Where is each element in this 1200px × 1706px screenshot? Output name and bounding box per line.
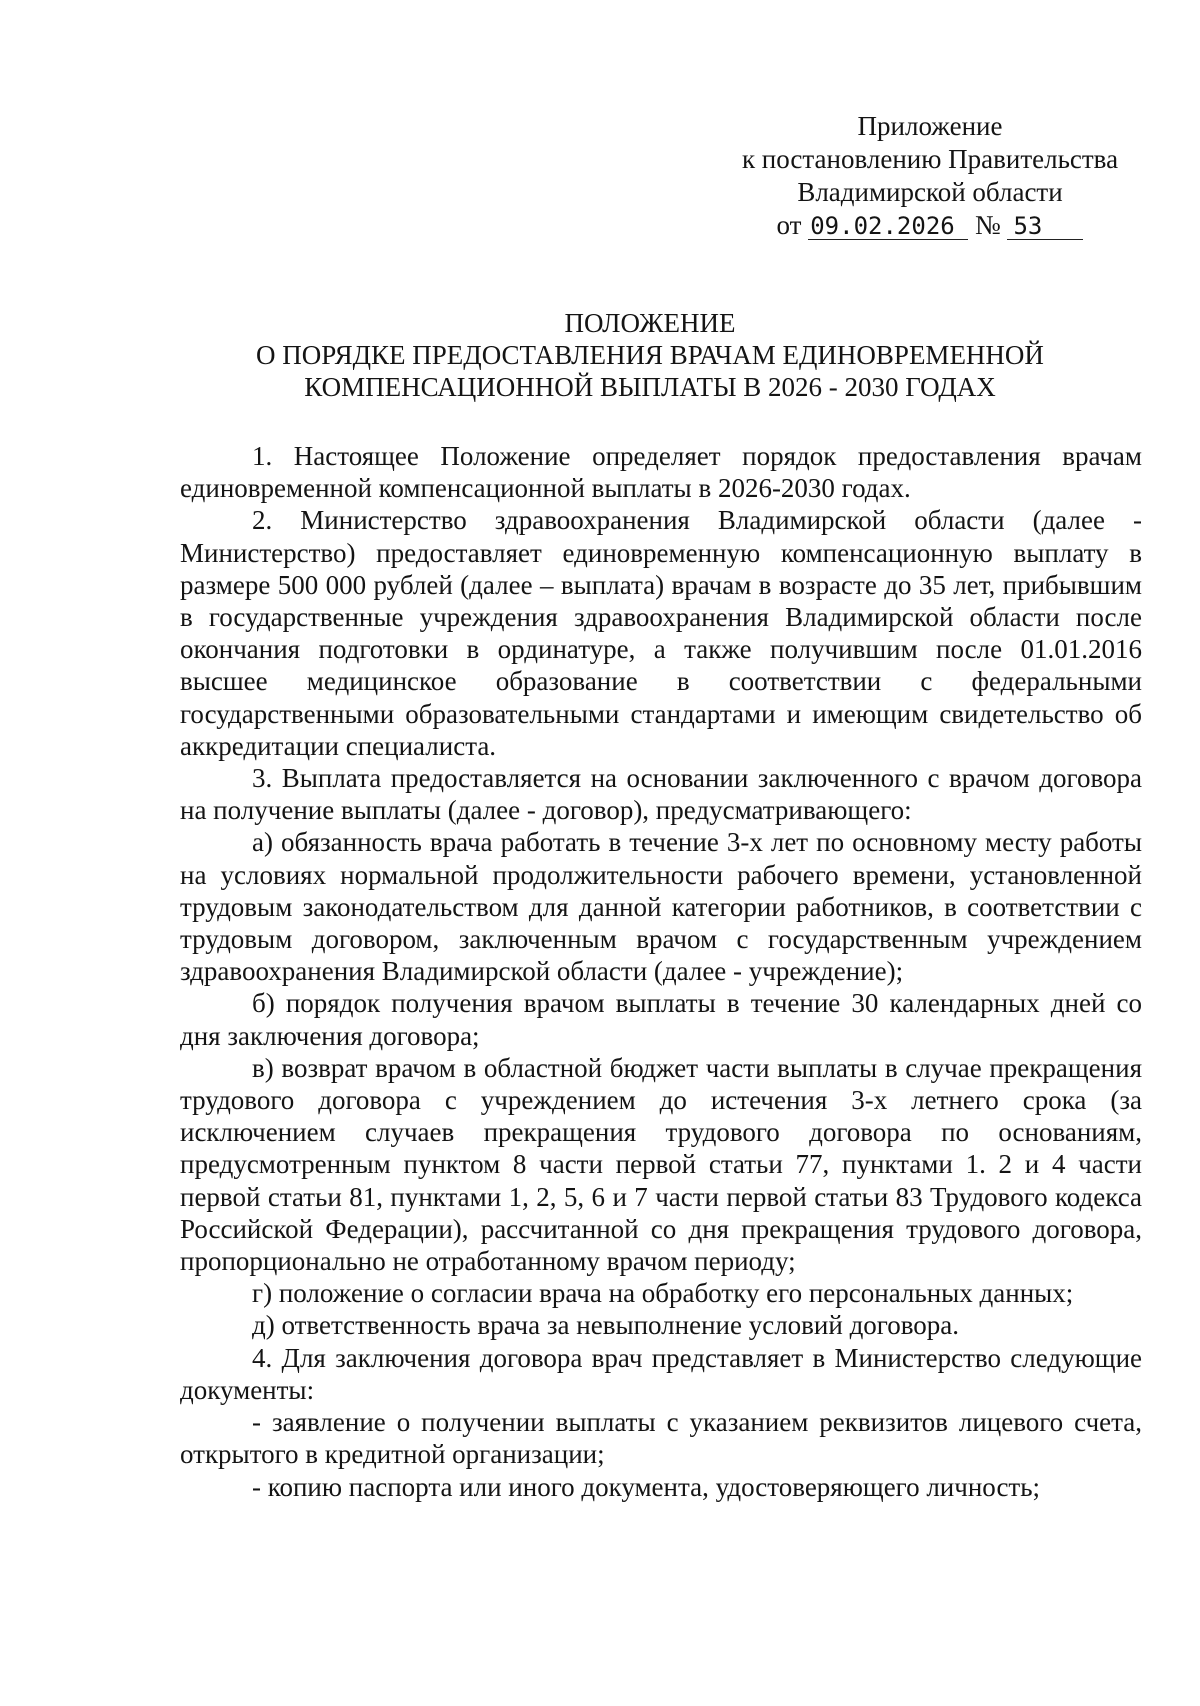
resolution-date: 09.02.2026 — [808, 213, 968, 240]
appendix-resolution-line: к постановлению Правительства — [741, 144, 1119, 174]
resolution-number: 53 — [1007, 213, 1083, 240]
date-prefix: от — [776, 210, 802, 240]
title-line-1: ПОЛОЖЕНИЕ — [564, 308, 736, 338]
paragraph-3v: в) возврат врачом в областной бюджет части выплаты в случае прекращения трудового договора с учреждением до истечения 3-х летнего срока (за исключением случаев прекращения трудового договора по основаниям, предусмотренным пунктом 8 части первой статьи 77, пунктами 1. 2 и 4 части первой статьи 81, пунктами 1, 2, 5, 6 и 7 части первой статьи 83 Трудового кодекса Российской Федерации), рассчитанной со дня прекращения трудового договора, пропорционально не отработанному врачом периоду; — [180, 1052, 1142, 1277]
paragraph-3d: д) ответственность врача за невыполнение условий договора. — [252, 1310, 960, 1341]
appendix-label: Приложение — [857, 111, 1003, 141]
document-body — [180, 440, 1142, 1503]
paragraph-3b: б) порядок получения врачом выплаты в течение 30 календарных дней со дня заключения договора; — [180, 988, 1142, 1051]
number-sign: № — [974, 210, 1001, 240]
title-line-2: О ПОРЯДКЕ ПРЕДОСТАВЛЕНИЯ ВРАЧАМ ЕДИНОВРЕМЕННОЙ — [256, 340, 1044, 370]
paragraph-4-item-1: - заявление о получении выплаты с указанием реквизитов лицевого счета, открытого в кредитной организации; — [180, 1407, 1142, 1470]
paragraph-4: 4. Для заключения договора врач представляет в Министерство следующие документы: — [180, 1342, 1142, 1405]
paragraph-3a: а) обязанность врача работать в течение 3-х лет по основному месту работы на условиях нормальной продолжительности рабочего времени, установленной трудовым законодательством для данной категории работников, в соответствии с трудовым договором, заключенным врачом с государственным учреждением здравоохранения Владимирской области (далее - учреждение); — [180, 827, 1142, 987]
paragraph-4-item-2: - копию паспорта или иного документа, удостоверяющего личность; — [252, 1471, 1041, 1502]
paragraph-1: 1. Настоящее Положение определяет порядок предоставления врачам единовременной компенсационной выплаты в 2026-2030 годах. — [180, 441, 1142, 504]
appendix-region-line: Владимирской области — [797, 177, 1063, 207]
appendix-date-number-line — [700, 209, 1160, 242]
paragraph-2: 2. Министерство здравоохранения Владимирской области (далее - Министерство) предоставляет единовременную компенсационную выплату в размере 500 000 рублей (далее – выплата) врачам в возрасте до 35 лет, прибывшим в государственные учреждения здравоохранения Владимирской области после окончания подготовки в ординатуре, а также получившим после 01.01.2016 высшее медицинское образование в соответствии с федеральными государственными образовательными стандартами и имеющим свидетельство об аккредитации специалиста. — [180, 505, 1142, 761]
paragraph-3g: г) положение о согласии врача на обработку его персональных данных; — [252, 1278, 1074, 1309]
paragraph-3: 3. Выплата предоставляется на основании заключенного с врачом договора на получение выплаты (далее - договор), предусматривающего: — [180, 763, 1142, 826]
title-line-3: КОМПЕНСАЦИОННОЙ ВЫПЛАТЫ В 2026 - 2030 ГОДАХ — [304, 372, 996, 402]
document-title — [150, 307, 1150, 403]
appendix-header — [700, 110, 1160, 242]
